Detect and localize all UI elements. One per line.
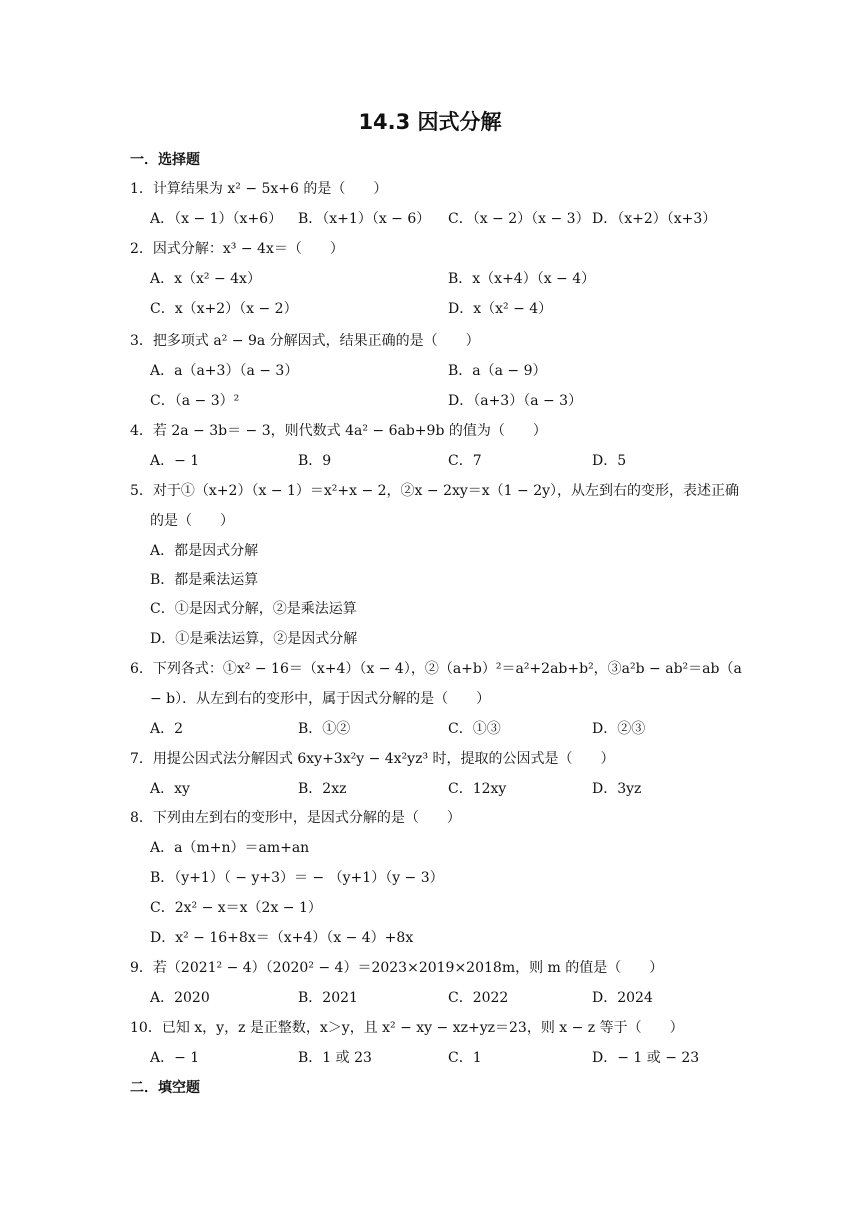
q9-option-b[interactable]: B．2021 [298, 990, 358, 1006]
question-4-stem: 4．若 2a − 3b＝ − 3，则代数式 4a² − 6ab+9b 的值为（ ） [130, 423, 547, 439]
q2-option-d[interactable]: D．x（x² − 4） [448, 301, 553, 317]
q5-option-c[interactable]: C．①是因式分解，②是乘法运算 [150, 601, 357, 617]
question-1-stem: 1．计算结果为 x² − 5x+6 的是（ ） [130, 181, 388, 197]
question-6-stem-cont: − b）．从左到右的变形中，属于因式分解的是（ ） [150, 691, 491, 707]
question-10-stem: 10．已知 x，y，z 是正整数，x＞y，且 x² − xy − xz+yz＝23，则 x − z 等于（ ） [130, 1020, 684, 1036]
q8-option-b[interactable]: B．（y+1）（ − y+3）＝ − （y+1）（y − 3） [150, 870, 444, 886]
q3-option-c[interactable]: C．（a − 3）² [150, 393, 240, 409]
q8-option-c[interactable]: C．2x² − x＝x（2x − 1） [150, 900, 322, 916]
question-2-stem: 2．因式分解：x³ − 4x＝（ ） [130, 241, 344, 257]
q1-option-d[interactable]: D．（x+2）（x+3） [592, 211, 717, 227]
section-heading-choice: 一．选择题 [130, 152, 200, 168]
q10-option-a[interactable]: A．− 1 [150, 1050, 200, 1066]
q6-option-d[interactable]: D．②③ [592, 721, 646, 737]
q8-option-a[interactable]: A．a（m+n）＝am+an [150, 840, 310, 856]
q7-option-d[interactable]: D．3yz [592, 781, 642, 797]
q4-option-a[interactable]: A．− 1 [150, 453, 200, 469]
q2-option-a[interactable]: A．x（x² − 4x） [150, 271, 261, 287]
q8-option-d[interactable]: D．x² − 16+8x＝（x+4）（x − 4）+8x [150, 930, 414, 946]
q10-option-c[interactable]: C．1 [448, 1050, 482, 1066]
q7-option-b[interactable]: B．2xz [298, 781, 347, 797]
question-3-stem: 3．把多项式 a² − 9a 分解因式，结果正确的是（ ） [130, 333, 480, 349]
q4-option-b[interactable]: B．9 [298, 453, 332, 469]
q9-option-c[interactable]: C．2022 [448, 990, 509, 1006]
q7-option-c[interactable]: C．12xy [448, 781, 507, 797]
section-heading-fill: 二．填空题 [130, 1080, 200, 1096]
q10-option-b[interactable]: B．1 或 23 [298, 1050, 372, 1066]
q10-option-d[interactable]: D．− 1 或 − 23 [592, 1050, 700, 1066]
question-5-stem: 5．对于①（x+2）（x − 1）＝x²+x − 2，②x − 2xy＝x（1 − 2y），从左到右的变形，表述正确 [130, 483, 740, 499]
q1-option-c[interactable]: C．（x − 2）（x − 3） [448, 211, 590, 227]
q5-option-d[interactable]: D．①是乘法运算，②是因式分解 [150, 631, 358, 647]
q4-option-c[interactable]: C．7 [448, 453, 482, 469]
question-9-stem: 9．若（2021² − 4）（2020² − 4）＝2023×2019×2018m，则 m 的值是（ ） [130, 960, 664, 976]
question-7-stem: 7．用提公因式法分解因式 6xy+3x²y − 4x²yz³ 时，提取的公因式是（ ） [130, 751, 615, 767]
q5-option-b[interactable]: B．都是乘法运算 [150, 572, 259, 588]
q6-option-a[interactable]: A．2 [150, 721, 184, 737]
q1-option-a[interactable]: A．（x − 1）（x+6） [150, 211, 283, 227]
q4-option-d[interactable]: D．5 [592, 453, 627, 469]
q1-option-b[interactable]: B．（x+1）（x − 6） [298, 211, 431, 227]
q5-option-a[interactable]: A．都是因式分解 [150, 543, 259, 559]
question-6-stem: 6．下列各式：①x² − 16＝（x+4）（x − 4），②（a+b）²＝a²+2ab+b²，③a²b − ab²＝ab（a [130, 661, 742, 677]
q6-option-c[interactable]: C．①③ [448, 721, 501, 737]
q3-option-d[interactable]: D．（a+3）（a − 3） [448, 393, 583, 409]
q3-option-a[interactable]: A．a（a+3）（a − 3） [150, 363, 299, 379]
q3-option-b[interactable]: B．a（a − 9） [448, 363, 547, 379]
q2-option-b[interactable]: B．x（x+4）（x − 4） [448, 271, 596, 287]
q9-option-a[interactable]: A．2020 [150, 990, 210, 1006]
q2-option-c[interactable]: C．x（x+2）（x − 2） [150, 301, 298, 317]
page-title: 14.3 因式分解 [358, 110, 502, 134]
q9-option-d[interactable]: D．2024 [592, 990, 653, 1006]
q7-option-a[interactable]: A．xy [150, 781, 190, 797]
question-8-stem: 8．下列由左到右的变形中，是因式分解的是（ ） [130, 810, 461, 826]
q6-option-b[interactable]: B．①② [298, 721, 351, 737]
question-5-stem-cont: 的是（ ） [150, 513, 234, 529]
